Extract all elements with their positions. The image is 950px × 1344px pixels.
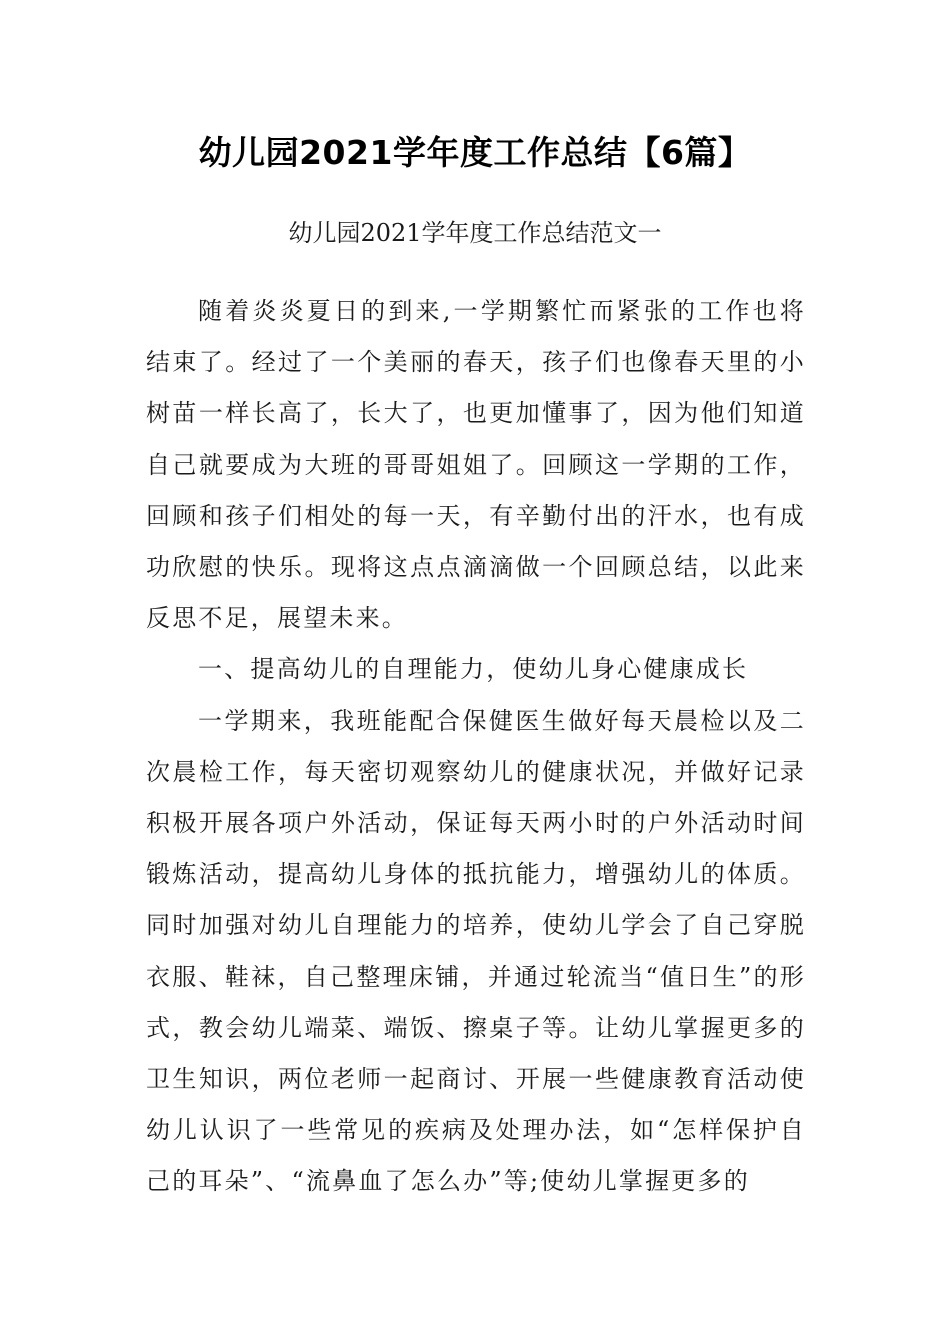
section-heading: 一、提高幼儿的自理能力，使幼儿身心健康成长 (198, 655, 749, 684)
document-subtitle: 幼儿园2021学年度工作总结范文一 (288, 219, 662, 247)
document-body (146, 286, 806, 1208)
paragraph-intro: 随着炎炎夏日的到来,一学期繁忙而紧张的工作也将结束了。经过了一个美丽的春天，孩子们也像春天里的小树苗一样长高了，长大了，也更加懂事了，因为他们知道自己就要成为大班的哥哥姐姐了。回顾这一学期的工作，回顾和孩子们相处的每一天，有辛勤付出的汗水，也有成功欣慰的快乐。现将这点点滴滴做一个回顾总结，以此来反思不足，展望未来。 (146, 297, 806, 633)
paragraph-health: 一学期来，我班能配合保健医生做好每天晨检以及二次晨检工作，每天密切观察幼儿的健康状况，并做好记录积极开展各项户外活动，保证每天两小时的户外活动时间锻炼活动，提高幼儿身体的抵抗能力，增强幼儿的体质。同时加强对幼儿自理能力的培养，使幼儿学会了自己穿脱衣服、鞋袜，自己整理床铺，并通过轮流当“值日生”的形式，教会幼儿端菜、端饭、擦桌子等。让幼儿掌握更多的卫生知识，两位老师一起商讨、开展一些健康教育活动使幼儿认识了一些常见的疾病及处理办法，如“怎样保护自己的耳朵”、“流鼻血了怎么办”等;使幼儿掌握更多的 (146, 706, 806, 1196)
document-title: 幼儿园2021学年度工作总结【6篇】 (198, 133, 752, 172)
